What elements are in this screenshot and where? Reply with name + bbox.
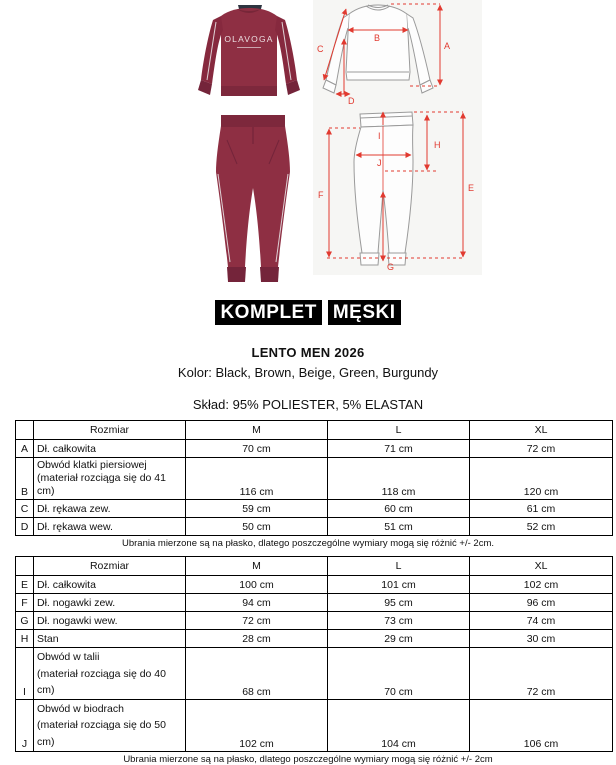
- row-label: Dł. całkowita: [34, 576, 186, 594]
- sweatshirt-measure-diagram: [313, 0, 482, 108]
- header-size-xl: XL: [470, 557, 613, 576]
- pants-body: [216, 126, 290, 267]
- measurement-note-top: Ubrania mierzone są na płasko, dlatego poszczególne wymiary mogą się różnić +/- 2cm.: [122, 538, 494, 550]
- table-header-row: [16, 557, 613, 576]
- measure-label-g: G: [387, 262, 395, 272]
- table-row: [16, 440, 613, 458]
- table-row: [16, 594, 613, 612]
- measure-label-b: B: [374, 33, 381, 43]
- measure-label-c: C: [317, 44, 324, 54]
- row-value-l: 73 cm: [328, 612, 470, 630]
- table-row: [16, 612, 613, 630]
- table-row: [16, 518, 613, 536]
- measure-label-d: D: [348, 96, 355, 106]
- row-value-l: 51 cm: [328, 518, 470, 536]
- row-value-l: 60 cm: [328, 500, 470, 518]
- table-row: [16, 500, 613, 518]
- measurement-diagram-panel: [313, 0, 482, 275]
- sweatshirt-size-table: [15, 420, 613, 536]
- row-label: Dł. rękawa zew.: [34, 500, 186, 518]
- row-value-m: 59 cm: [186, 500, 328, 518]
- header-size-l: L: [328, 557, 470, 576]
- row-value-m: 72 cm: [186, 612, 328, 630]
- row-value-l: 104 cm: [328, 700, 470, 752]
- diagram-right-sleeve: [407, 14, 430, 85]
- measure-label-i: I: [378, 131, 381, 141]
- row-label: Obwód w biodrach (materiał rozciąga się do 50 cm): [34, 700, 186, 752]
- top-visual-section: [0, 0, 616, 292]
- diagram-waistband: [360, 112, 413, 127]
- sweatshirt-photo: [183, 2, 315, 108]
- chest-logo-text: OLAVOGA: [224, 34, 274, 44]
- row-value-xl: 72 cm: [470, 440, 613, 458]
- row-label: Dł. rękawa wew.: [34, 518, 186, 536]
- row-letter: G: [16, 612, 34, 630]
- table-row: [16, 648, 613, 700]
- row-value-l: 29 cm: [328, 630, 470, 648]
- title-word-komplet: KOMPLET: [215, 300, 321, 325]
- row-value-xl: 96 cm: [470, 594, 613, 612]
- measure-label-e: E: [468, 183, 475, 193]
- row-label: Dł. nogawki wew.: [34, 612, 186, 630]
- row-letter: H: [16, 630, 34, 648]
- table-row: [16, 700, 613, 752]
- measure-label-h: H: [434, 140, 441, 150]
- waistband: [221, 115, 285, 127]
- row-value-m: 50 cm: [186, 518, 328, 536]
- row-value-xl: 61 cm: [470, 500, 613, 518]
- page-title: [0, 300, 616, 325]
- row-value-m: 94 cm: [186, 594, 328, 612]
- row-letter: A: [16, 440, 34, 458]
- row-value-l: 95 cm: [328, 594, 470, 612]
- header-size-xl: XL: [470, 421, 613, 440]
- row-label: Obwód w talii (materiał rozciąga się do 40 cm): [34, 648, 186, 700]
- pants-size-table: [15, 556, 613, 752]
- row-value-l: 101 cm: [328, 576, 470, 594]
- header-letter-cell: [16, 421, 34, 440]
- row-value-xl: 106 cm: [470, 700, 613, 752]
- row-value-m: 28 cm: [186, 630, 328, 648]
- header-letter-cell: [16, 557, 34, 576]
- row-label: Dł. całkowita: [34, 440, 186, 458]
- diagram-left-ankle-cuff: [360, 253, 379, 265]
- row-label: Dł. nogawki zew.: [34, 594, 186, 612]
- row-value-m: 100 cm: [186, 576, 328, 594]
- row-value-xl: 72 cm: [470, 648, 613, 700]
- row-letter: C: [16, 500, 34, 518]
- row-label: Stan: [34, 630, 186, 648]
- row-value-m: 68 cm: [186, 648, 328, 700]
- diagram-left-sleeve: [326, 14, 349, 85]
- table-header-row: [16, 421, 613, 440]
- color-options-line: Kolor: Black, Brown, Beige, Green, Burgundy: [177, 365, 439, 380]
- material-composition-line: Skład: 95% POLIESTER, 5% ELASTAN: [192, 397, 424, 412]
- table-row: [16, 576, 613, 594]
- product-name: LENTO MEN 2026: [251, 345, 365, 360]
- header-size-m: M: [186, 557, 328, 576]
- row-value-l: 118 cm: [328, 458, 470, 500]
- pants-measure-diagram: [313, 108, 482, 273]
- row-value-xl: 52 cm: [470, 518, 613, 536]
- row-value-xl: 120 cm: [470, 458, 613, 500]
- right-ankle-cuff: [260, 267, 279, 282]
- header-size-label: Rozmiar: [34, 557, 186, 576]
- row-letter: F: [16, 594, 34, 612]
- row-value-m: 70 cm: [186, 440, 328, 458]
- logo-tagline-line: [237, 47, 261, 48]
- measure-label-f: F: [318, 190, 324, 200]
- table-row: [16, 630, 613, 648]
- header-size-m: M: [186, 421, 328, 440]
- left-ankle-cuff: [227, 267, 246, 282]
- row-value-m: 116 cm: [186, 458, 328, 500]
- row-letter: E: [16, 576, 34, 594]
- row-letter: J: [16, 700, 34, 752]
- measurement-note-bottom: Ubrania mierzone są na płasko, dlatego poszczególne wymiary mogą się różnić +/- 2cm: [123, 753, 493, 765]
- row-value-m: 102 cm: [186, 700, 328, 752]
- header-size-label: Rozmiar: [34, 421, 186, 440]
- row-value-xl: 74 cm: [470, 612, 613, 630]
- row-value-xl: 30 cm: [470, 630, 613, 648]
- hem-band: [221, 86, 277, 96]
- row-label: Obwód klatki piersiowej (materiał rozciąga się do 41 cm): [34, 458, 186, 500]
- pants-photo: [194, 110, 312, 290]
- header-size-l: L: [328, 421, 470, 440]
- row-value-l: 70 cm: [328, 648, 470, 700]
- title-word-meski: MĘSKI: [328, 300, 401, 325]
- row-letter: I: [16, 648, 34, 700]
- measure-label-j: J: [377, 158, 382, 168]
- row-value-l: 71 cm: [328, 440, 470, 458]
- row-letter: B: [16, 458, 34, 500]
- table-row: [16, 458, 613, 500]
- row-value-xl: 102 cm: [470, 576, 613, 594]
- row-letter: D: [16, 518, 34, 536]
- measure-label-a: A: [444, 41, 451, 51]
